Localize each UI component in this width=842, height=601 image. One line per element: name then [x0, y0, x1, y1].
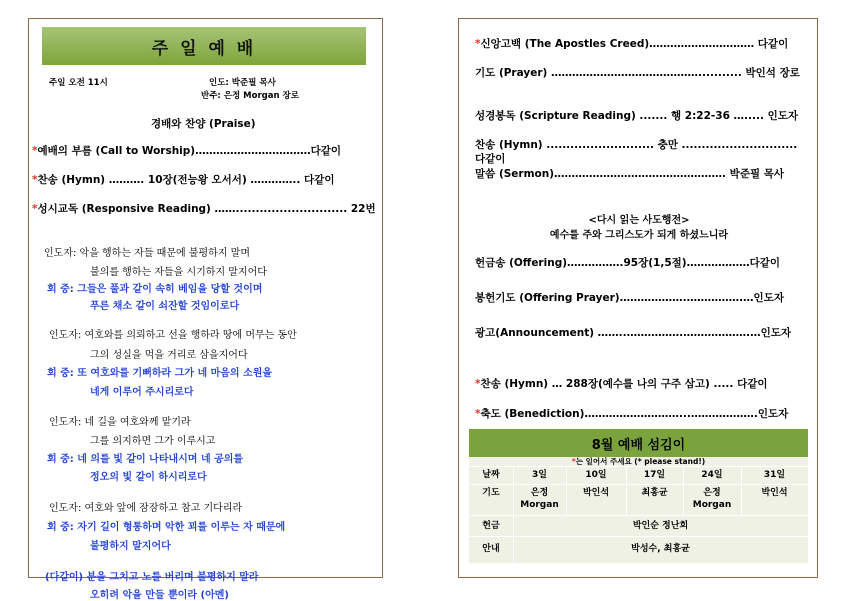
sermon-title: 예수를 주와 그리스도가 되게 하셨느니라: [549, 230, 729, 241]
order-item: *찬송 (Hymn) ………. 10장(전능왕 오서서) ………….. 다같이: [32, 174, 335, 186]
reading-all-line: 오히려 악을 만들 뿐이라 (아멘): [90, 590, 229, 601]
table-cell: 박인석: [761, 488, 788, 498]
table-row-label: 기도: [482, 488, 500, 498]
reading-congregation-line: 회 중: 자기 길이 형통하며 악한 꾀를 이루는 자 때문에: [47, 522, 286, 533]
table-header-cell: 17일: [643, 470, 666, 480]
bulletin-right-page: [458, 18, 818, 578]
order-item: 말씀 (Sermon)…………………………………………. 박준필 목사: [475, 168, 785, 180]
order-item: *찬송 (Hymn) … 288장(예수를 나의 구주 삼고) ..... 다같이: [475, 378, 768, 390]
reading-congregation-line: 푸른 채소 같이 쇠잔할 것임이로다: [90, 301, 240, 312]
reading-congregation-line: 회 중: 네 의를 빛 같이 나타내시며 네 공의를: [47, 454, 244, 465]
reading-congregation-line: 정오의 빛 같이 하시리로다: [90, 472, 207, 483]
service-time: 주일 오전 11시: [49, 78, 108, 88]
order-item: 봉헌기도 (Offering Prayer)……………….…………….…인도자: [475, 292, 784, 304]
servers-table-title: 8월 예배 섬김이: [469, 429, 808, 457]
stand-note: *는 일어서 주세요 (* please stand!): [571, 457, 706, 466]
order-item: 기도 (Prayer) ……………………………………........... 박인석 장로: [475, 67, 800, 79]
section-heading: 경배와 찬양 (Praise): [151, 118, 256, 130]
order-item: 광고(Announcement) ……..…………….……………….…인도자: [475, 327, 792, 339]
reading-leader-line: 인도자: 여호와를 의뢰하고 선을 행하라 땅에 머무는 동안: [49, 330, 297, 341]
sermon-subtitle: <다시 읽는 사도행전>: [588, 215, 690, 226]
table-cell: 박인석: [582, 488, 610, 498]
table-cell: 박인순 정난희: [632, 521, 689, 531]
table-row-label: 안내: [482, 544, 500, 554]
table-row-label: 헌금: [482, 521, 500, 531]
table-header-cell: 날짜: [482, 470, 500, 480]
service-leader: 인도: 박준필 목사: [209, 78, 276, 88]
reading-congregation-line: 네게 이루어 주시리로다: [90, 387, 194, 398]
table-header-cell: 24일: [701, 470, 723, 480]
table-header-cell: 31일: [763, 470, 786, 480]
order-item: 헌금송 (Offering)…………….95장(1,5절)………………다같이: [475, 257, 781, 269]
reading-leader-line: 불의를 행하는 자들을 시기하지 말지어다: [90, 267, 267, 278]
order-item: 성경봉독 (Scripture Reading) ....... 행 2:22-36 …..... 인도자: [475, 110, 799, 122]
order-item: *성시교독 (Responsive Reading) ……............................ 22번: [32, 203, 376, 215]
table-header-cell: 10일: [585, 470, 607, 480]
reading-leader-line: 그를 의지하면 그가 이루시고: [90, 436, 216, 447]
order-item: 찬송 (Hymn) ........................... 충만 ............................. 다같이: [475, 139, 798, 165]
reading-all-line: (다같이) 분을 그치고 노를 버리며 불평하지 말라: [45, 572, 259, 583]
table-cell: 은정 Morgan: [692, 488, 732, 510]
reading-leader-line: 인도자: 여호와 앞에 잠잠하고 참고 기다리라: [49, 503, 243, 514]
table-cell: 박성수, 최홍균: [631, 544, 690, 554]
bulletin-left-page: [28, 18, 383, 601]
table-header-cell: 3일: [532, 470, 547, 480]
order-item: *신앙고백 (The Apostles Creed)………………………… 다같이: [475, 38, 789, 50]
servers-table: [469, 429, 808, 563]
table-cell: 은정 Morgan: [520, 488, 559, 510]
reading-congregation-line: 회 중: 또 여호와를 기뻐하라 그가 네 마음의 소원을: [47, 368, 273, 379]
reading-congregation-line: 불평하지 말지어다: [90, 541, 171, 552]
table-cell: 최홍균: [641, 488, 668, 498]
reading-leader-line: 인도자: 네 길을 여호와께 맡기라: [49, 417, 191, 428]
order-item: *축도 (Benediction)………………………...……………….인도자: [475, 408, 789, 420]
service-title-bar: [42, 27, 366, 65]
service-title: 주 일 예 배: [151, 38, 257, 59]
reading-leader-line: 그의 성실을 먹을 거리로 삼을지어다: [90, 350, 248, 361]
reading-congregation-line: 회 중: 그들은 풀과 같이 속히 베임을 당할 것이며: [47, 284, 263, 295]
service-accompanist: 반주: 은정 Morgan 장로: [201, 91, 299, 101]
order-item: *예배의 부름 (Call to Worship)……………………………다같이: [32, 145, 342, 157]
reading-leader-line: 인도자: 악을 행하는 자들 때문에 불평하지 말며: [44, 248, 250, 259]
